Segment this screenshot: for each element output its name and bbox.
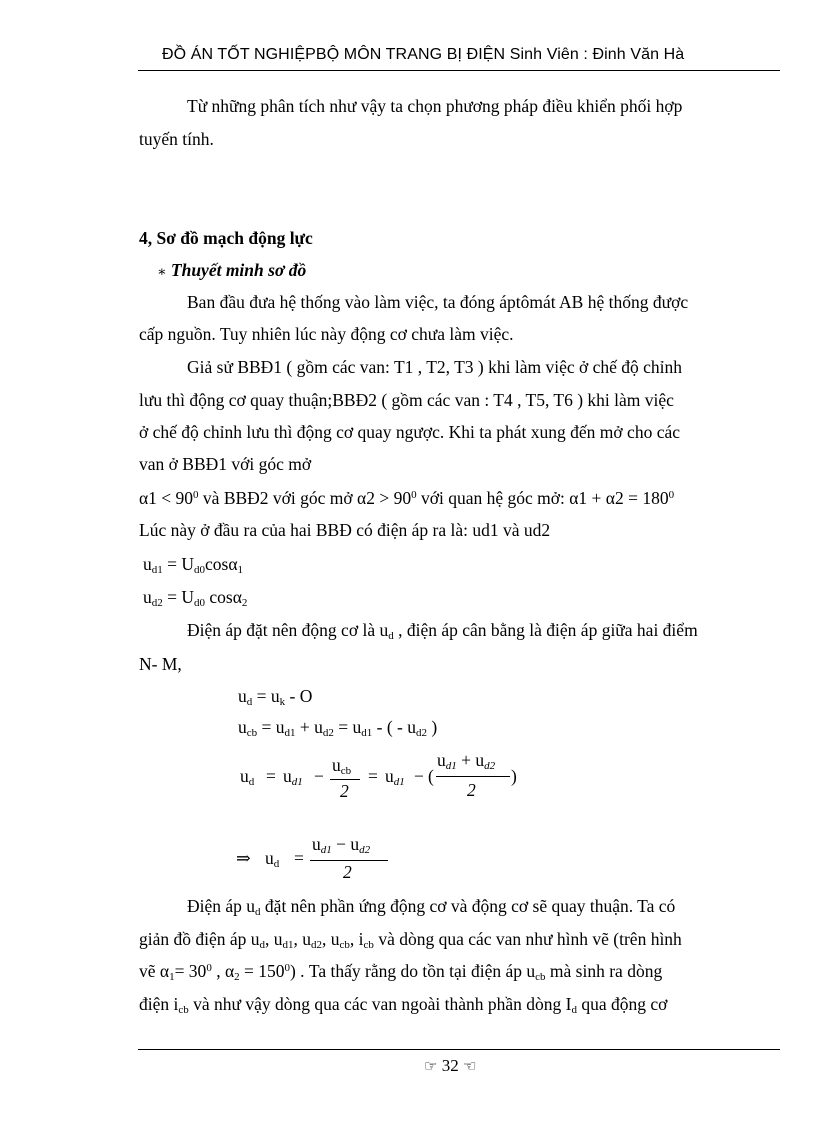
para3-line1: Điện áp đặt nên động cơ là $u_d$ , điện áp cân bằng là điện áp giữa hai điểm xyxy=(187,620,698,642)
pointing-hand-right-icon: ☜ xyxy=(462,1059,477,1075)
para4-line1: Điện áp $u_d$ đặt nên phần ứng động cơ và động cơ sẽ quay thuận. Ta có xyxy=(187,896,676,918)
intro-line-2: tuyến tính. xyxy=(139,129,214,149)
para1-line1: Ban đầu đưa hệ thống vào làm việc, ta đóng áptômát AB hệ thống được xyxy=(187,292,689,312)
fraction-bar xyxy=(330,779,360,780)
header-rule xyxy=(138,70,780,71)
fraction-bar xyxy=(436,776,510,777)
angle-conditions: $\alpha 1 < 90^0$ và BBĐ2 với góc mở $\alpha 2 > 90^0$ với quan hệ góc mở: $\alpha 1 + \alpha 2 = 180^0$ xyxy=(139,488,675,508)
para4-line2: giản đồ điện áp $u_d$, $u_{d1}$, $u_{d2}$, $u_{cb}$, $i_{cb}$ và dòng qua các van như hình vẽ (trên hình xyxy=(139,929,682,951)
footer-rule xyxy=(138,1049,780,1050)
page-number: ☞ 32 ☜ xyxy=(424,1056,477,1075)
page-header: ĐỒ ÁN TỐT NGHIỆPBỘ MÔN TRANG BỊ ĐIỆN Sinh Viên : Đinh Văn Hà xyxy=(162,46,685,63)
subheading-text: Thuyết minh sơ đồ xyxy=(170,260,307,280)
para4-line3: vẽ $\alpha_1= 30^0$ , $\alpha_2 = 150^0$) . Ta thấy rằng do tồn tại điện áp $u_{cb}$ mà sinh ra dòng xyxy=(139,961,663,983)
section-heading: 4, Sơ đồ mạch động lực xyxy=(139,228,313,248)
para2-line3: ở chế độ chỉnh lưu thì động cơ quay ngược. Khi ta phát xung đến mở cho các xyxy=(139,422,680,442)
pointing-hand-left-icon: ☞ xyxy=(424,1059,438,1075)
section-subheading xyxy=(157,262,306,280)
fraction-bar xyxy=(310,860,388,861)
para4-line4: điện $i_{cb}$ và như vậy dòng qua các van ngoài thành phần dòng $I_d$ qua động cơ xyxy=(139,994,668,1016)
para1-line2: cấp nguồn. Tuy nhiên lúc này động cơ chưa làm việc. xyxy=(139,324,514,344)
eq-ud-uk: $u_d = u_k - O$ xyxy=(238,686,313,708)
para2-line1: Giả sử BBĐ1 ( gồm các van: T1 , T2, T3 ) khi làm việc ở chế độ chỉnh xyxy=(187,357,683,377)
para2-line2: lưu thì động cơ quay thuận;BBĐ2 ( gồm các van : T4 , T5, T6 ) khi làm việc xyxy=(139,390,674,410)
para2-line6: Lúc này ở đầu ra của hai BBĐ có điện áp ra là: ud1 và ud2 xyxy=(139,520,551,540)
para2-line4: van ở BBĐ1 với góc mở xyxy=(139,454,312,474)
intro-line-1: Từ những phân tích như vậy ta chọn phương pháp điều khiển phối hợp xyxy=(187,96,683,116)
eq-ucb: $u_{cb} = u_{d1} + u_{d2} = u_{d1}$ - ( - $u_{d2}$ ) xyxy=(238,717,438,739)
eq-ud2: $u_{d2} = U_{d0}$ cosα$_2$ xyxy=(143,587,248,609)
para3-line2: N- M, xyxy=(139,654,182,674)
bullet-icon: ∗ xyxy=(157,265,167,280)
eq-ud1: $u_{d1} = U_{d0}\cos\alpha_1$ xyxy=(143,554,244,576)
